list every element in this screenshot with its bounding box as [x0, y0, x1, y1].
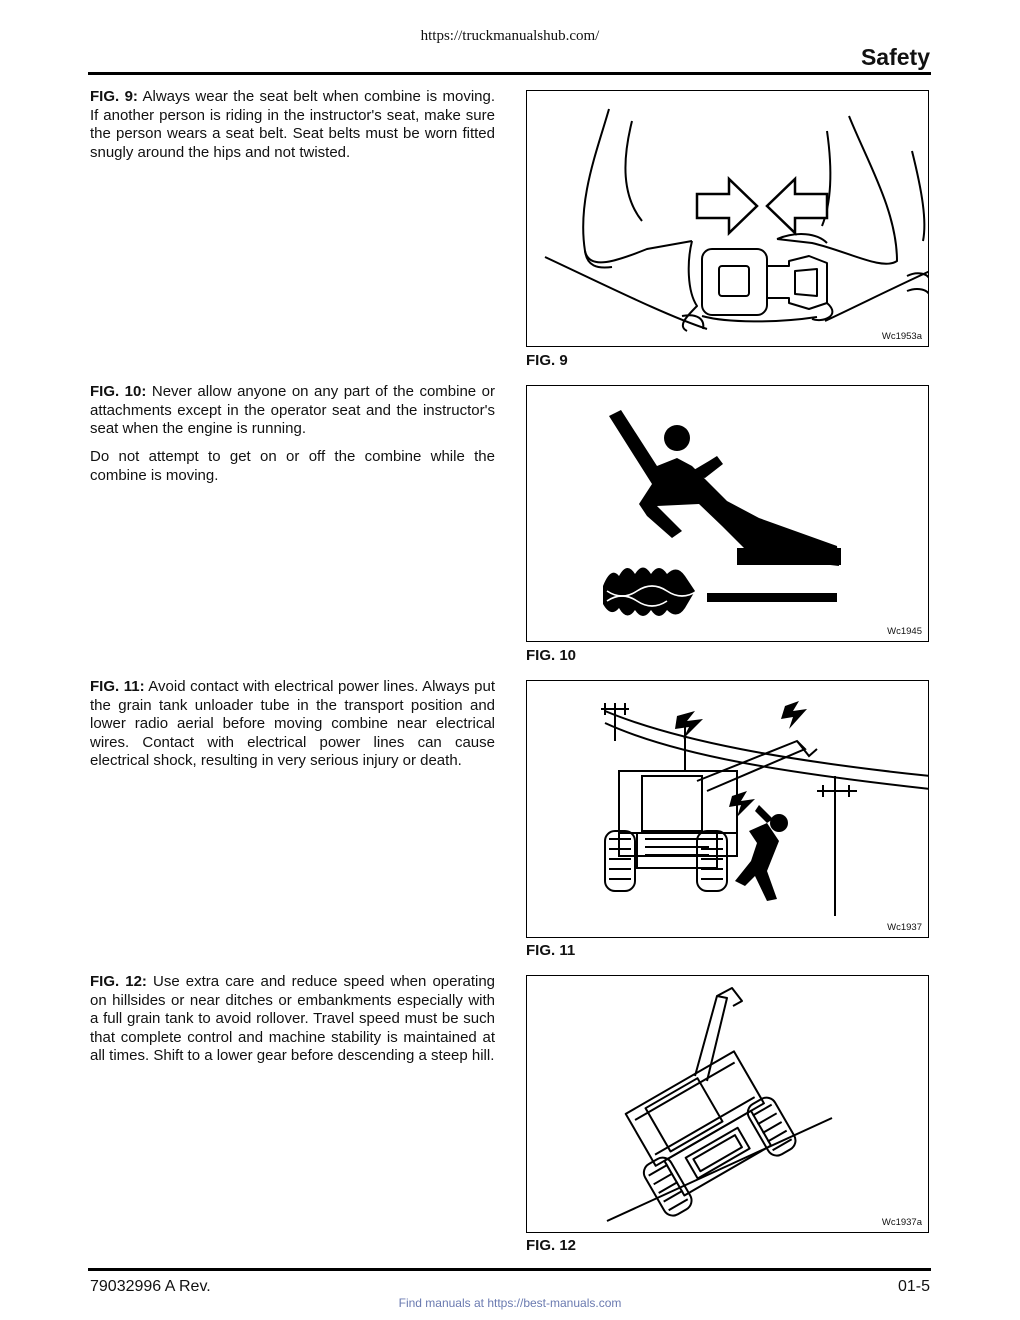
fig11-illustration — [526, 680, 929, 938]
fig12-label: FIG. 12 — [526, 1237, 577, 1254]
page-number: 01-5 — [897, 1278, 930, 1295]
fig10-description — [90, 383, 495, 439]
footer-rule — [88, 1268, 931, 1271]
fig11-code: Wc1937 — [887, 922, 922, 933]
hillside-rollover-illustration — [527, 976, 929, 1233]
falling-person-auger-illustration — [527, 386, 929, 642]
power-line-contact-illustration — [527, 681, 929, 938]
fig9-description — [90, 88, 495, 162]
fig9-label: FIG. 9 — [526, 352, 568, 369]
fig12-code: Wc1937a — [881, 1217, 922, 1228]
fig11-description — [90, 678, 495, 771]
fig10-lead: FIG. 10: — [90, 383, 147, 400]
fig11-text: Avoid contact with electrical power lines. Always put the grain tank unloader tube in the transport position and lower radio aerial before moving combine near electrical wires. Contact with electrical power lines can cause electrical shock, resulting in very serious injury or death. — [90, 678, 496, 769]
fig9-illustration — [526, 90, 929, 347]
footer-link[interactable]: Find manuals at https://best-manuals.com — [398, 1296, 622, 1310]
fig10-text: Never allow anyone on any part of the combine or attachments except in the operator seat and the instructor's seat when the engine is running. — [90, 383, 495, 437]
doc-number: 79032996 A Rev. — [90, 1278, 211, 1295]
fig12-text: Use extra care and reduce speed when operating on hillsides or near ditches or embankments especially with a full grain tank to avoid rollover. Travel speed must be such that complete control and machine stability is maintained at all times. Shift to a lower gear before descending a steep hill. — [90, 973, 496, 1064]
fig12-description — [90, 973, 495, 1066]
fig9-lead: FIG. 9: — [90, 88, 138, 105]
header-url[interactable]: https://truckmanualshub.com/ — [420, 28, 600, 44]
fig12-lead: FIG. 12: — [90, 973, 147, 990]
fig10-label: FIG. 10 — [526, 647, 577, 664]
header-rule — [88, 72, 931, 75]
fig9-code: Wc1953a — [881, 331, 922, 342]
fig11-label: FIG. 11 — [526, 942, 576, 959]
fig10-illustration — [526, 385, 929, 642]
fig12-illustration — [526, 975, 929, 1233]
fig10-description-2: Do not attempt to get on or off the combine while the combine is moving. — [90, 448, 495, 484]
fig10-code: Wc1945 — [887, 626, 922, 637]
section-title: Safety — [860, 44, 930, 70]
fig11-lead: FIG. 11: — [90, 678, 145, 695]
fig9-text: Always wear the seat belt when combine is moving. If another person is riding in the instructor's seat, make sure the person wears a seat belt. Seat belts must be worn fitted snugly around the hips and not twisted. — [90, 88, 495, 161]
seat-belt-buckle-illustration — [527, 91, 929, 347]
